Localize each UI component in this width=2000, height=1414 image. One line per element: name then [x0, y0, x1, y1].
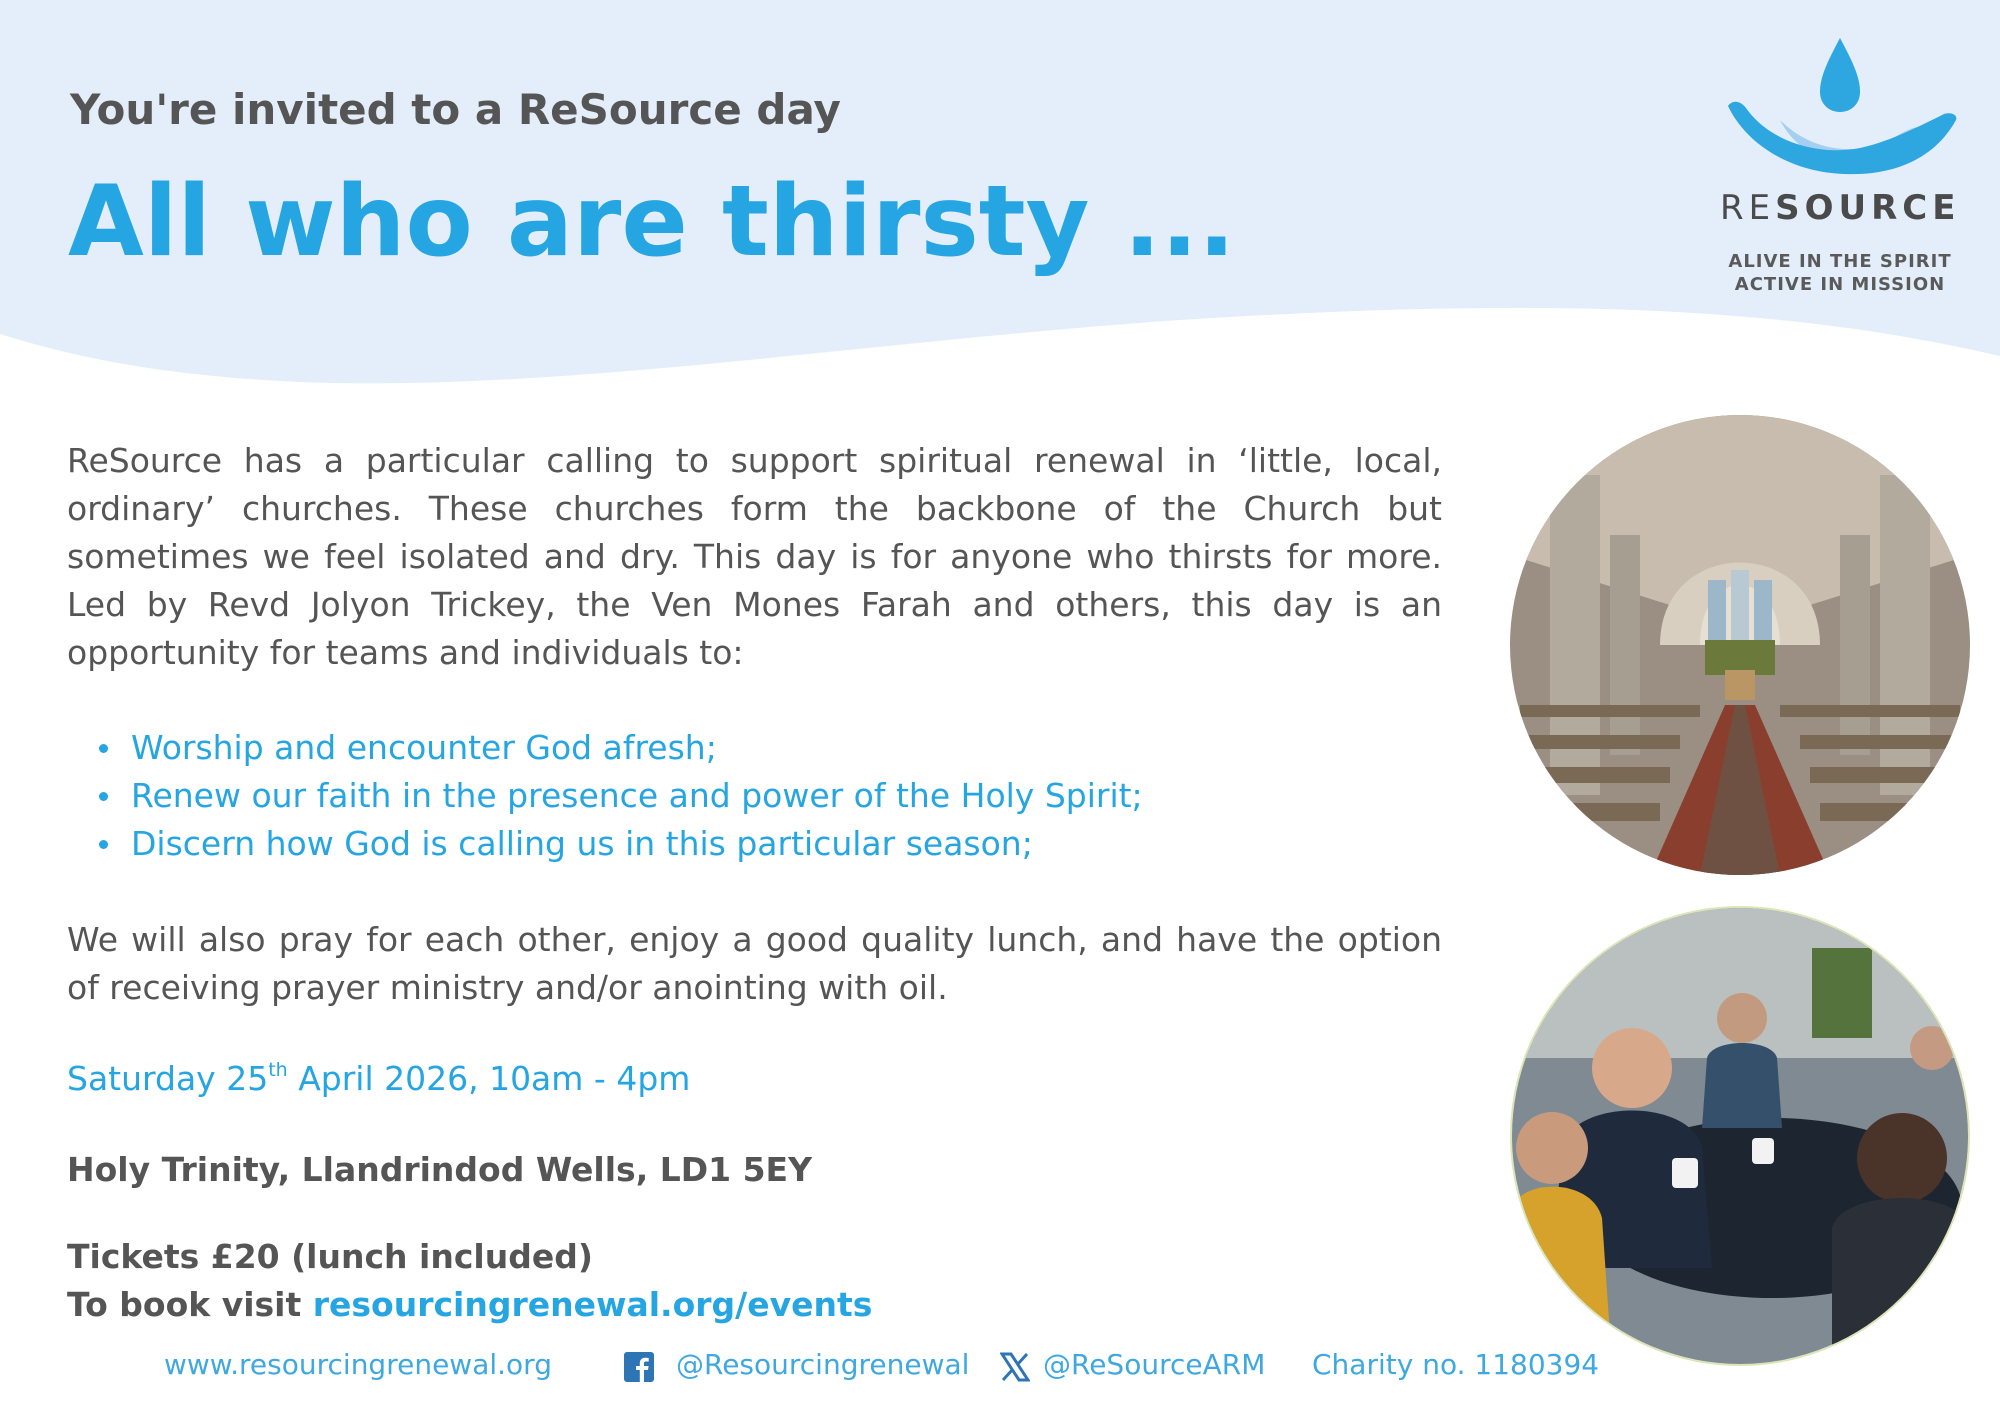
event-date: Saturday 25th April 2026, 10am - 4pm — [67, 1059, 691, 1098]
x-twitter-icon[interactable] — [1000, 1352, 1030, 1382]
logo-wordmark: RESOURCE — [1720, 188, 1961, 228]
water-drop-icon — [1720, 30, 1960, 180]
invite-line: You're invited to a ReSource day — [70, 85, 841, 134]
logo-tagline-1: ALIVE IN THE SPIRIT — [1728, 251, 1952, 272]
page-title: All who are thirsty ... — [68, 165, 1236, 279]
list-item: Worship and encounter God afresh; — [131, 724, 1431, 772]
group-lunch-photo — [1510, 906, 1970, 1366]
footer-charity-number: Charity no. 1180394 — [1312, 1348, 1600, 1381]
footer-facebook-handle[interactable]: @Resourcingrenewal — [676, 1348, 970, 1381]
footer-twitter-handle[interactable]: @ReSourceARM — [1043, 1348, 1266, 1381]
intro-paragraph: ReSource has a particular calling to support spiritual renewal in ‘little, local, ordinary’ churches. These churches form the backbone of the Church but sometimes we feel isolated and dry. This day is for anyone who thirsts for more. Led by Revd Jolyon Trickey, the Ven Mones Farah and others, this day is an opportunity for teams and individuals to: — [67, 441, 1442, 672]
list-item: Discern how God is calling us in this particular season; — [131, 820, 1431, 868]
event-venue: Holy Trinity, Llandrindod Wells, LD1 5EY — [67, 1150, 812, 1189]
facebook-icon[interactable] — [624, 1352, 654, 1382]
church-interior-photo — [1510, 415, 1970, 875]
resource-logo — [1720, 30, 1960, 300]
footer-website[interactable]: www.resourcingrenewal.org — [164, 1348, 552, 1381]
booking-line: To book visit resourcingrenewal.org/events — [67, 1285, 873, 1324]
ticket-price: Tickets £20 (lunch included) — [67, 1237, 593, 1276]
list-item: Renew our faith in the presence and power of the Holy Spirit; — [131, 772, 1431, 820]
extra-paragraph: We will also pray for each other, enjoy a good quality lunch, and have the option of receiving prayer ministry and/or anointing with oil. — [67, 920, 1442, 1007]
aims-list — [67, 724, 1431, 868]
logo-tagline-2: ACTIVE IN MISSION — [1734, 274, 1946, 295]
booking-link[interactable]: resourcingrenewal.org/events — [312, 1285, 873, 1324]
